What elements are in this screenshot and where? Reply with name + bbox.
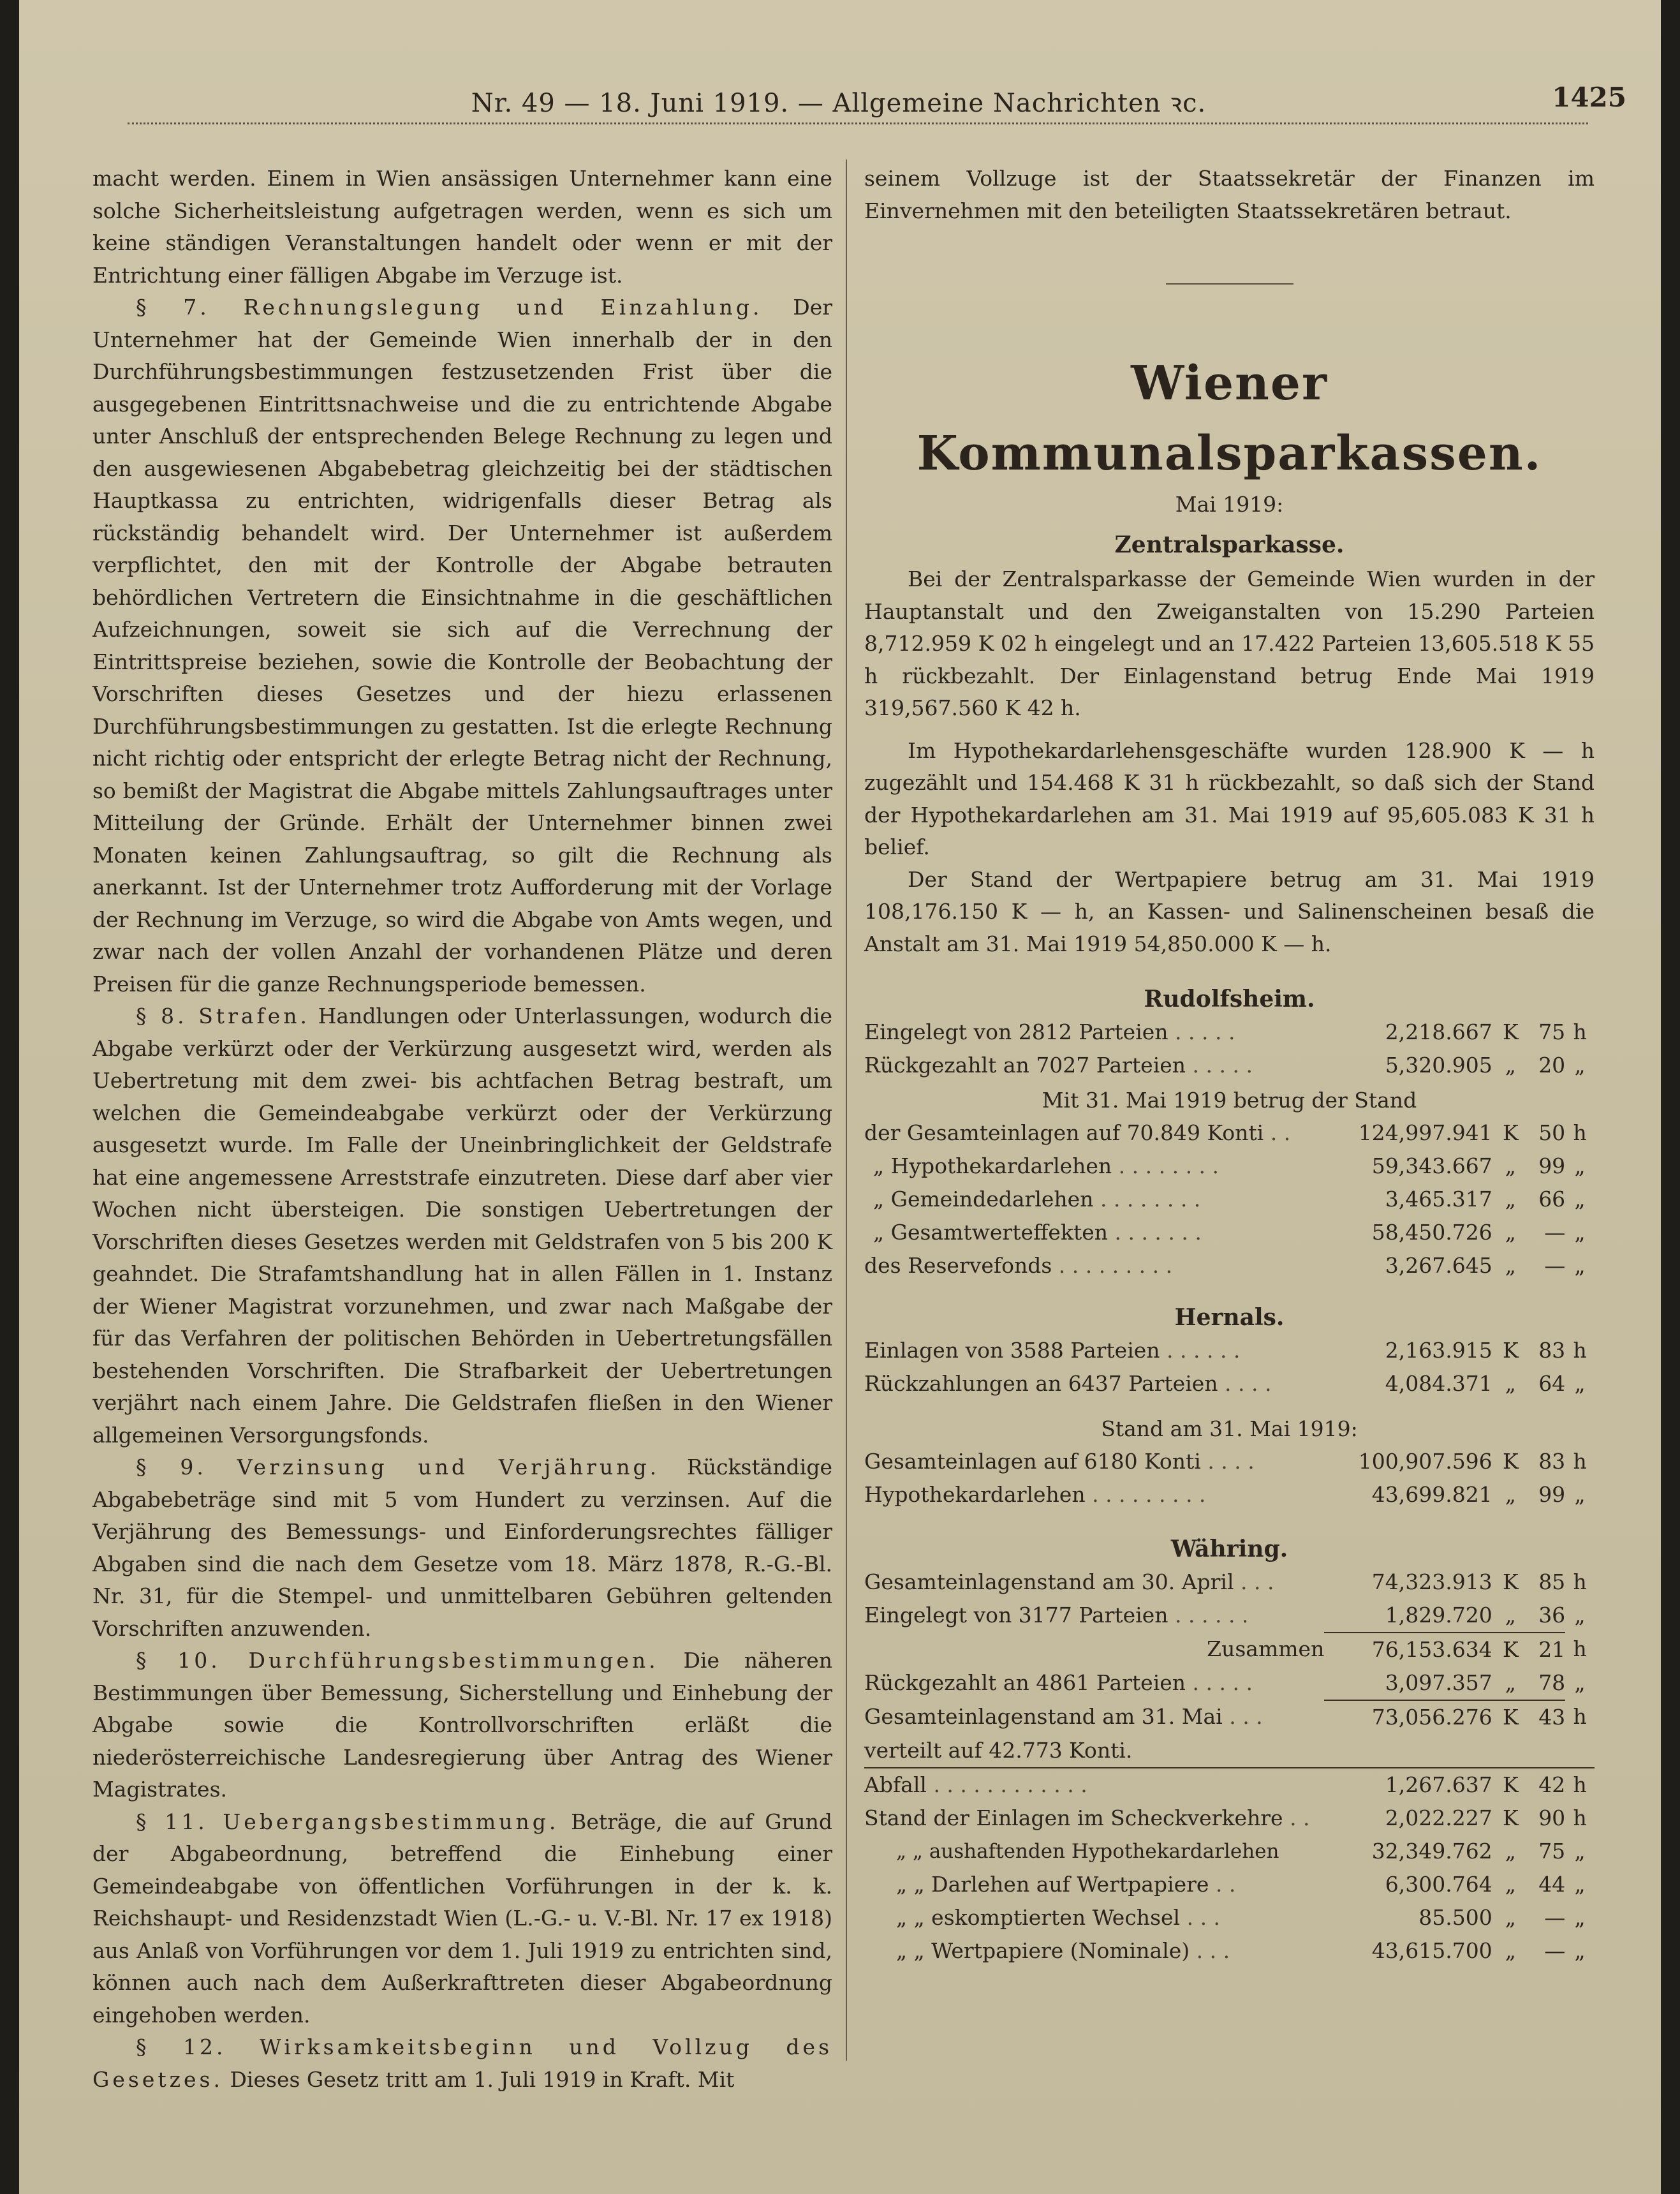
table-row: Stand der Einlagen im Scheckverkehre . . 2,022.227 K 90 h <box>864 1805 1587 1830</box>
table-row: „ Hypothekardarlehen . . . . . . . . 59,343.667 „ 99 „ <box>873 1153 1586 1178</box>
table-row: Rückgezahlt an 4861 Parteien . . . . . 3,097.357 „ 78 „ <box>864 1666 1595 1700</box>
zentral-heading: Zentralsparkasse. <box>1114 531 1345 558</box>
section-8-heading: § 8. Strafen. <box>136 1004 311 1028</box>
table-row: „ „ Darlehen auf Wertpapiere . . 6,300.764 „ 44 „ <box>896 1871 1586 1897</box>
report-month: Mai 1919: <box>1175 492 1284 517</box>
table-row: Rückzahlungen an 6437 Parteien . . . . 4,084.371 „ 64 „ <box>864 1370 1586 1396</box>
section-12-text: Dieses Gesetz tritt am 1. Juli 1919 in Kraft. Mit <box>230 2066 735 2092</box>
section-8 <box>92 1000 832 1451</box>
table-row: Gesamteinlagen auf 6180 Konti . . . . 100,907.596 K 83 h <box>864 1449 1587 1474</box>
section-7-heading: § 7. Rechnungslegung und Einzahlung. <box>136 295 763 320</box>
rudolfsheim-table-2 <box>864 1116 1595 1282</box>
table-row: „ Gemeindedarlehen . . . . . . . . 3,465.317 „ 66 „ <box>873 1187 1586 1212</box>
section-11 <box>92 1806 832 2032</box>
section-11-text: Beträge, die auf Grund der Abgabeordnung, betreffend die Einhebung einer Gemeindeabgabe von öffentlichen Vorführungen in der k. k. Reichshaupt- und Residenzstadt Wien (L.-G.- u. V.-Bl. Nr. 17 ex 1918) aus Anlaß von Vorführungen vor dem 1. Juli 1919 zu entrichten sind, können auch nach dem Außerkrafttreten dieser Abgabeordnung eingehoben werden. <box>92 1809 832 2027</box>
zentral-paragraph-1: Bei der Zentralsparkasse der Gemeinde Wien wurden in der Hauptanstalt und den Zweiganstalten von 15.290 Parteien 8,712.959 K 02 h eingelegt und an 17.422 Parteien 13,605.518 K 55 h rückbezahlt. Der Einlagenstand betrug Ende Mai 1919 319,567.560 K 42 h. <box>864 567 1595 720</box>
waehring-table <box>864 1566 1595 1968</box>
table-row: der Gesamteinlagen auf 70.849 Konti . . 124,997.941 K 50 h <box>864 1120 1587 1145</box>
zentral-paragraph-2: Im Hypothekardarlehensgeschäfte wurden 128.900 K — h zugezählt und 154.468 K 31 h rückbezahlt, so daß sich der Stand der Hypothekardarlehen am 31. Mai 1919 auf 95,605.083 K 31 h belief. <box>864 738 1595 859</box>
section-12 <box>92 2031 832 2096</box>
hernals-table-1 <box>864 1334 1595 1400</box>
section-9-text: Rückständige Abgabebeträge sind mit 5 vom Hundert zu verzinsen. Auf die Verjährung des Bemessungs- und Einforderungsrechtes fälliger Abgaben sind die nach dem Gesetze vom 18. März 1878, R.-G.-Bl. Nr. 31, für die Stempel- und unmittelbaren Gebühren geltenden Vorschriften anzuwenden. <box>92 1455 832 1641</box>
continued-paragraph: macht werden. Einem in Wien ansässigen Unternehmer kann eine solche Sicherheitsleistung aufgetragen werden, wenn es sich um keine ständigen Veranstaltungen handelt oder wenn er mit der Entrichtung einer fälligen Abgabe im Verzuge ist. <box>92 166 832 288</box>
table-row: Einlagen von 3588 Parteien . . . . . . 2,163.915 K 83 h <box>864 1337 1587 1363</box>
table-row: Gesamteinlagenstand am 30. April . . . 74,323.913 K 85 h <box>864 1569 1587 1594</box>
table-row: Abfall . . . . . . . . . . . . 1,267.637 K 42 h <box>864 1772 1587 1797</box>
hernals-heading: Hernals. <box>1174 1304 1285 1331</box>
column-divider <box>846 159 847 2061</box>
table-row: „ „ Wertpapiere (Nominale) . . . 43,615.700 „ — „ <box>896 1938 1586 1963</box>
section-10-text: Die näheren Bestimmungen über Bemessung, Sicherstellung und Einhebung der Abgabe sowie die Kontrollvorschriften erläßt die niederösterreichische Landesregierung über Antrag des Wiener Magistrates. <box>92 1648 832 1802</box>
table-row-note: verteilt auf 42.773 Konti. <box>864 1734 1595 1768</box>
table-row: Hypothekardarlehen . . . . . . . . . 43,699.821 „ 99 „ <box>864 1482 1586 1507</box>
left-column <box>92 163 832 2096</box>
scan-border-left <box>0 0 19 2194</box>
section-11-heading: § 11. Uebergangsbestimmung. <box>136 1809 559 1834</box>
section-10-heading: § 10. Durchführungsbestimmungen. <box>136 1648 659 1673</box>
page-header <box>51 77 1626 128</box>
hernals-subheading: Stand am 31. Mai 1919: <box>1101 1416 1358 1441</box>
table-row: Gesamteinlagenstand am 31. Mai . . . 73,056.276 K 43 h <box>864 1703 1587 1730</box>
section-10 <box>92 1645 832 1806</box>
waehring-heading: Währing. <box>1170 1536 1288 1562</box>
table-row: Eingelegt von 3177 Parteien . . . . . . 1,829.720 „ 36 „ <box>864 1599 1595 1633</box>
page-number: 1425 <box>1552 82 1626 113</box>
section-12-heading: § 12. Wirksamkeitsbeginn und Vollzug des Gesetzes. <box>92 2035 832 2092</box>
right-column <box>864 163 1595 1968</box>
header-title: Nr. 49 — 18. Juni 1919. — Allgemeine Nachrichten ꝛc. <box>471 89 1207 118</box>
section-7-text: Der Unternehmer hat der Gemeinde Wien innerhalb der in den Durchführungsbestimmungen festzusetzenden Frist über die ausgegebenen Eintrittsnachweise und die zu entrichtende Abgabe unter Anschluß der entsprechenden Belege Rechnung zu legen und den ausgewiesenen Abgabebetrag gleichzeitig bei der städtischen Hauptkassa zu entrichten, widrigenfalls dieser Betrag als rückständig behandelt wird. Der Unternehmer ist außerdem verpflichtet, den mit der Kontrolle der Abgabe betrauten behördlichen Vertretern die Einsichtnahme in die geschäftlichen Aufzeichnungen, soweit sie sich auf die Verrechnung der Eintrittspreise beziehen, sowie die Kontrolle der Beobachtung der Vorschriften dieses Gesetzes und der hiezu erlassenen Durchführungsbestimmungen zu gestatten. Ist die erlegte Rechnung nicht richtig oder entspricht der erlegte Betrag nicht der Rechnung, so bemißt der Magistrat die Abgabe mittels Zahlungsauftrages unter Mitteilung der Gründe. Erhält der Unternehmer binnen zwei Monaten keinen Zahlungsauftrag, so gilt die Rechnung als anerkannt. Ist der Unternehmer trotz Aufforderung mit der Vorlage der Rechnung im Verzuge, so wird die Abgabe von Amts wegen, und zwar nach der vollen Anzahl der vorhandenen Plätze und deren Preisen für die ganze Rechnungsperiode bemessen. <box>92 295 832 997</box>
table-row-total: Zusammen 76,153.634 K 21 h <box>1207 1636 1587 1662</box>
zentral-paragraph-3: Der Stand der Wertpapiere betrug am 31. Mai 1919 108,176.150 K — h, an Kassen- und Salinenscheinen besaß die Anstalt am 31. Mai 1919 54,850.000 K — h. <box>864 866 1595 956</box>
scan-border-right <box>1661 0 1680 2194</box>
table-row: „ „ aushaftenden Hypothekardarlehen 32,349.762 „ 75 „ <box>896 1838 1586 1864</box>
article-title: Wiener Kommunalsparkassen. <box>917 356 1542 481</box>
rudolfsheim-table-1 <box>864 1016 1595 1082</box>
hernals-table-2 <box>864 1445 1595 1511</box>
section-7 <box>92 292 832 1000</box>
table-row: Eingelegt von 2812 Parteien . . . . . 2,218.667 K 75 h <box>864 1019 1587 1044</box>
table-row: des Reservefonds . . . . . . . . . 3,267.645 „ — „ <box>864 1253 1586 1278</box>
section-9-heading: § 9. Verzinsung und Verjährung. <box>136 1455 660 1479</box>
section-9 <box>92 1451 832 1645</box>
header-rule <box>128 122 1588 124</box>
table-row: „ „ eskomptierten Wechsel . . . 85.500 „ — „ <box>896 1904 1586 1930</box>
rudolfsheim-heading: Rudolfsheim. <box>1144 986 1315 1012</box>
section-8-text: Handlungen oder Unterlassungen, wodurch die Abgabe verkürzt oder der Verkürzung ausgesetzt wird, werden als Uebertretung mit dem zwei- bis achtfachen Betrag bestraft, um welchen die Gemeindeabgabe verkürzt oder der Verkürzung ausgesetzt wurde. Im Falle der Uneinbringlichkeit der Geldstrafe hat eine angemessene Arreststrafe einzutreten. Diese darf aber vier Wochen nicht übersteigen. Die sonstigen Uebertretungen der Vorschriften dieses Gesetzes werden mit Geldstrafen von 5 bis 200 K geahndet. Die Strafamtshandlung hat in allen Fällen in 1. Instanz der Wiener Magistrat vorzunehmen, und zwar nach Maßgabe der für das Verfahren der politischen Behörden in Uebertretungsfällen bestehenden Vorschriften. Die Strafbarkeit der Uebertretungen verjährt nach einem Jahre. Die Geldstrafen fließen in den Wiener allgemeinen Versorgungsfonds. <box>92 1004 832 1448</box>
continued-paragraph-right: seinem Vollzuge ist der Staatssekretär der Finanzen im Einvernehmen mit den beteiligten Staatssekretären betraut. <box>864 166 1595 223</box>
table-row: Rückgezahlt an 7027 Parteien . . . . . 5,320.905 „ 20 „ <box>864 1052 1586 1078</box>
table-row: „ Gesamtwerteffekten . . . . . . . 58,450.726 „ — „ <box>873 1220 1586 1245</box>
rudolfsheim-subheading: Mit 31. Mai 1919 betrug der Stand <box>1042 1087 1417 1113</box>
